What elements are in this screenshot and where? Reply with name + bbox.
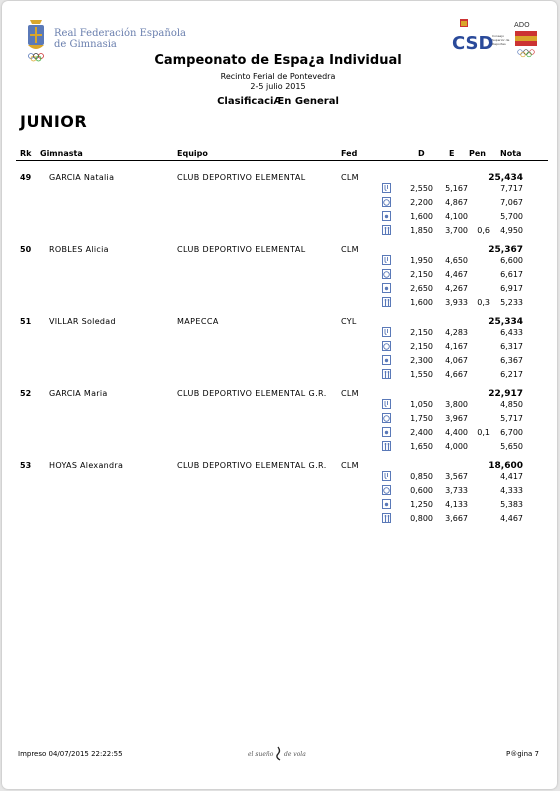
athlete-team: MAPECCA xyxy=(177,317,219,326)
score-d: 2,150 xyxy=(410,270,433,279)
apparatus-score-row xyxy=(2,327,554,340)
athlete-team: CLUB DEPORTIVO ELEMENTAL xyxy=(177,173,306,182)
print-timestamp: Impreso 04/07/2015 22:22:55 xyxy=(18,750,123,758)
federation-name-line2: de Gimnasia xyxy=(54,39,117,50)
col-fed: Fed xyxy=(341,149,358,158)
apparatus-score-row xyxy=(2,255,554,268)
athlete-rank: 52 xyxy=(20,389,32,398)
score-nota: 6,600 xyxy=(500,256,523,265)
score-d: 1,550 xyxy=(410,370,433,379)
athlete-rank: 49 xyxy=(20,173,32,182)
category-title: JUNIOR xyxy=(20,112,88,131)
score-d: 1,750 xyxy=(410,414,433,423)
venue: Recinto Ferial de Pontevedra xyxy=(220,72,336,81)
score-nota: 5,383 xyxy=(500,500,523,509)
apparatus-score-row xyxy=(2,399,554,412)
dates: 2-5 julio 2015 xyxy=(250,82,306,91)
footer-logo-icon xyxy=(248,745,312,761)
clubs-icon xyxy=(382,369,391,379)
rope-icon xyxy=(382,399,391,409)
score-d: 2,150 xyxy=(410,328,433,337)
score-d: 1,050 xyxy=(410,400,433,409)
athlete-total: 25,367 xyxy=(488,245,523,255)
apparatus-score-row xyxy=(2,441,554,454)
score-nota: 5,233 xyxy=(500,298,523,307)
apparatus-score-row xyxy=(2,341,554,354)
ball-icon xyxy=(382,427,391,437)
score-d: 2,300 xyxy=(410,356,433,365)
athlete-team: CLUB DEPORTIVO ELEMENTAL xyxy=(177,245,306,254)
score-d: 2,150 xyxy=(410,342,433,351)
athlete-fed: CLM xyxy=(341,461,359,470)
score-d: 1,600 xyxy=(410,212,433,221)
score-nota: 7,067 xyxy=(500,198,523,207)
svg-text:CSD: CSD xyxy=(452,33,494,54)
ball-icon xyxy=(382,283,391,293)
score-e: 5,167 xyxy=(445,184,468,193)
score-e: 3,733 xyxy=(445,486,468,495)
clubs-icon xyxy=(382,297,391,307)
athlete-name: VILLAR Soledad xyxy=(49,317,116,326)
col-rank: Rk xyxy=(20,149,32,158)
championship-title: Campeonato de Espa¿a Individual xyxy=(154,53,402,68)
score-nota: 6,617 xyxy=(500,270,523,279)
apparatus-score-row xyxy=(2,427,554,440)
score-nota: 6,217 xyxy=(500,370,523,379)
score-e: 4,467 xyxy=(445,270,468,279)
score-nota: 4,850 xyxy=(500,400,523,409)
col-nota: Nota xyxy=(500,149,522,158)
col-team: Equipo xyxy=(177,149,208,158)
athlete-total: 18,600 xyxy=(488,461,523,471)
results-page xyxy=(2,1,557,789)
svg-text:Superior de: Superior de xyxy=(492,38,510,42)
clubs-icon xyxy=(382,441,391,451)
athlete-total: 22,917 xyxy=(488,389,523,399)
apparatus-score-row xyxy=(2,513,554,526)
score-e: 3,567 xyxy=(445,472,468,481)
apparatus-score-row xyxy=(2,283,554,296)
apparatus-score-row xyxy=(2,197,554,210)
score-nota: 4,467 xyxy=(500,514,523,523)
athlete-total: 25,334 xyxy=(488,317,523,327)
rope-icon xyxy=(382,255,391,265)
score-nota: 4,417 xyxy=(500,472,523,481)
apparatus-score-row xyxy=(2,355,554,368)
score-d: 2,650 xyxy=(410,284,433,293)
score-d: 0,600 xyxy=(410,486,433,495)
score-nota: 6,367 xyxy=(500,356,523,365)
apparatus-score-row xyxy=(2,471,554,484)
ball-icon xyxy=(382,355,391,365)
clubs-icon xyxy=(382,225,391,235)
score-d: 0,800 xyxy=(410,514,433,523)
hoop-icon xyxy=(382,413,391,423)
svg-text:Consejo: Consejo xyxy=(492,34,504,38)
clubs-icon xyxy=(382,513,391,523)
score-e: 4,400 xyxy=(445,428,468,437)
athlete-fed: CLM xyxy=(341,245,359,254)
ball-icon xyxy=(382,499,391,509)
score-d: 1,850 xyxy=(410,226,433,235)
athlete-name: ROBLES Alicia xyxy=(49,245,109,254)
score-nota: 4,950 xyxy=(500,226,523,235)
score-e: 4,133 xyxy=(445,500,468,509)
score-d: 2,550 xyxy=(410,184,433,193)
score-e: 4,100 xyxy=(445,212,468,221)
score-e: 4,267 xyxy=(445,284,468,293)
apparatus-score-row xyxy=(2,225,554,238)
score-nota: 5,717 xyxy=(500,414,523,423)
header-divider xyxy=(16,160,548,161)
athlete-rank: 53 xyxy=(20,461,32,470)
athlete-fed: CYL xyxy=(341,317,357,326)
page-number: P®gina 7 xyxy=(506,750,540,758)
apparatus-score-row xyxy=(2,269,554,282)
score-e: 4,667 xyxy=(445,370,468,379)
athlete-name: HOYAS Alexandra xyxy=(49,461,124,470)
score-nota: 5,650 xyxy=(500,442,523,451)
col-gymnast: Gimnasta xyxy=(40,149,83,158)
col-e: E xyxy=(449,149,455,158)
apparatus-score-row xyxy=(2,413,554,426)
score-nota: 6,317 xyxy=(500,342,523,351)
rope-icon xyxy=(382,327,391,337)
athlete-fed: CLM xyxy=(341,389,359,398)
athlete-name: GARCIA Natalia xyxy=(49,173,115,182)
score-pen: 0,6 xyxy=(477,226,490,235)
federation-name xyxy=(54,28,186,50)
score-e: 4,283 xyxy=(445,328,468,337)
score-e: 4,650 xyxy=(445,256,468,265)
score-e: 4,000 xyxy=(445,442,468,451)
athlete-fed: CLM xyxy=(341,173,359,182)
score-nota: 5,700 xyxy=(500,212,523,221)
score-d: 1,650 xyxy=(410,442,433,451)
score-nota: 6,917 xyxy=(500,284,523,293)
score-nota: 6,433 xyxy=(500,328,523,337)
athlete-rank: 51 xyxy=(20,317,32,326)
hoop-icon xyxy=(382,197,391,207)
score-e: 3,967 xyxy=(445,414,468,423)
score-pen: 0,1 xyxy=(477,428,490,437)
score-d: 1,950 xyxy=(410,256,433,265)
rope-icon xyxy=(382,183,391,193)
score-d: 2,400 xyxy=(410,428,433,437)
score-e: 3,700 xyxy=(445,226,468,235)
athlete-team: CLUB DEPORTIVO ELEMENTAL G.R. xyxy=(177,461,327,470)
score-d: 1,600 xyxy=(410,298,433,307)
hoop-icon xyxy=(382,269,391,279)
score-d: 1,250 xyxy=(410,500,433,509)
score-d: 0,850 xyxy=(410,472,433,481)
apparatus-score-row xyxy=(2,211,554,224)
apparatus-score-row xyxy=(2,183,554,196)
svg-text:el sueño: el sueño xyxy=(248,751,274,758)
col-pen: Pen xyxy=(469,149,486,158)
score-nota: 4,333 xyxy=(500,486,523,495)
ball-icon xyxy=(382,211,391,221)
hoop-icon xyxy=(382,341,391,351)
score-e: 3,800 xyxy=(445,400,468,409)
score-nota: 6,700 xyxy=(500,428,523,437)
score-e: 4,167 xyxy=(445,342,468,351)
athlete-name: GARCIA Maria xyxy=(49,389,108,398)
apparatus-score-row xyxy=(2,297,554,310)
athlete-team: CLUB DEPORTIVO ELEMENTAL G.R. xyxy=(177,389,327,398)
svg-text:ADO: ADO xyxy=(514,21,530,29)
apparatus-score-row xyxy=(2,485,554,498)
score-e: 3,667 xyxy=(445,514,468,523)
score-pen: 0,3 xyxy=(477,298,490,307)
score-nota: 7,717 xyxy=(500,184,523,193)
col-d: D xyxy=(418,149,425,158)
score-e: 4,067 xyxy=(445,356,468,365)
athlete-rank: 50 xyxy=(20,245,32,254)
score-e: 4,867 xyxy=(445,198,468,207)
hoop-icon xyxy=(382,485,391,495)
federation-name-line1: Real Federación Española xyxy=(54,28,187,39)
score-e: 3,933 xyxy=(445,298,468,307)
athlete-total: 25,434 xyxy=(488,173,523,183)
apparatus-score-row xyxy=(2,369,554,382)
svg-text:de vola: de vola xyxy=(284,751,306,758)
score-d: 2,200 xyxy=(410,198,433,207)
svg-text:Deportes: Deportes xyxy=(492,42,506,46)
apparatus-score-row xyxy=(2,499,554,512)
rope-icon xyxy=(382,471,391,481)
section-title: ClasificaciÆn General xyxy=(217,96,339,107)
